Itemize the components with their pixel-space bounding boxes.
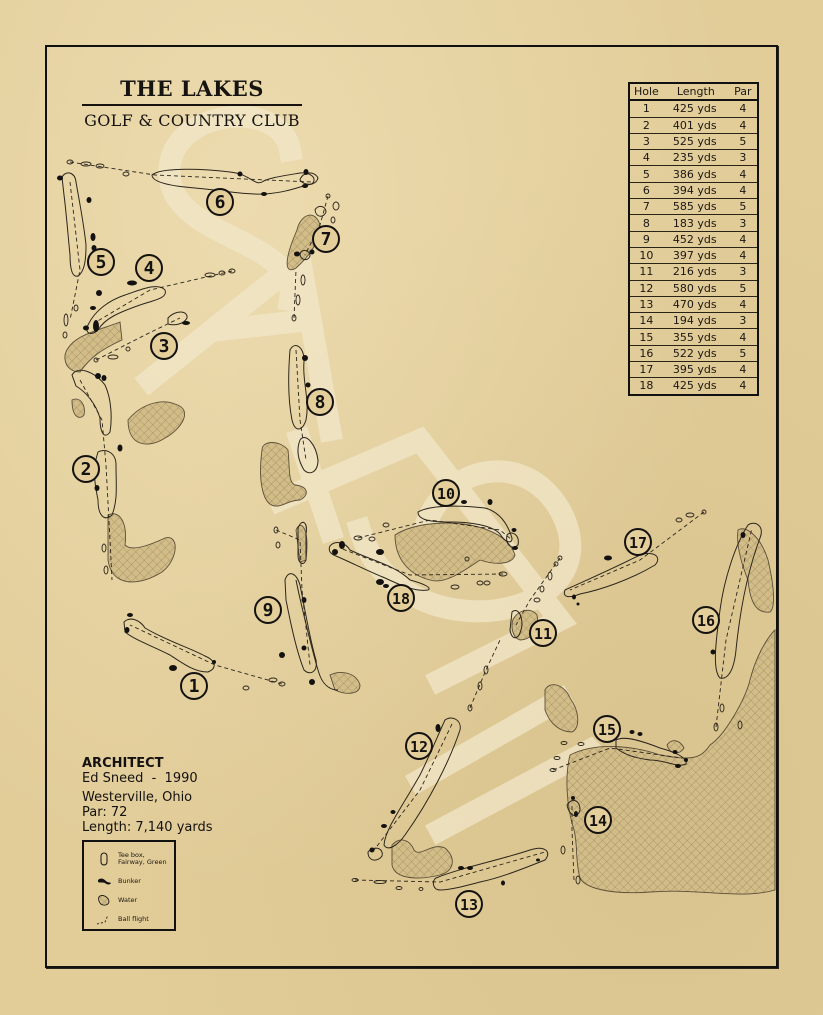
scorecard-row bbox=[629, 182, 758, 198]
header-par: Par bbox=[729, 83, 758, 100]
course-subtitle: GOLF & COUNTRY CLUB bbox=[84, 111, 300, 130]
cell-hole: 5 bbox=[629, 166, 663, 182]
course-length: Length: 7,140 yards bbox=[82, 820, 213, 835]
cell-length: 525 yds bbox=[663, 133, 729, 149]
cell-par: 4 bbox=[729, 378, 758, 395]
cell-par: 4 bbox=[729, 247, 758, 263]
hole-number: 2 bbox=[80, 459, 92, 480]
hole-number: 8 bbox=[314, 392, 326, 413]
scorecard-row bbox=[629, 313, 758, 329]
cell-length: 216 yds bbox=[663, 264, 729, 280]
header-length: Length bbox=[663, 83, 729, 100]
scorecard-header bbox=[629, 83, 758, 100]
cell-hole: 12 bbox=[629, 280, 663, 296]
scorecard-table bbox=[628, 82, 759, 396]
scorecard-row bbox=[629, 264, 758, 280]
cell-hole: 6 bbox=[629, 182, 663, 198]
cell-hole: 7 bbox=[629, 199, 663, 215]
hole-number: 12 bbox=[409, 738, 429, 756]
cell-par: 4 bbox=[729, 296, 758, 312]
course-title: THE LAKES bbox=[120, 76, 264, 101]
hole-number: 14 bbox=[588, 812, 608, 830]
cell-length: 585 yds bbox=[663, 199, 729, 215]
cell-par: 5 bbox=[729, 133, 758, 149]
legend-label: Water bbox=[118, 895, 138, 904]
cell-par: 5 bbox=[729, 280, 758, 296]
cell-par: 4 bbox=[729, 182, 758, 198]
cell-par: 4 bbox=[729, 166, 758, 182]
hole-number: 7 bbox=[320, 229, 332, 250]
hole-number: 18 bbox=[391, 590, 411, 608]
cell-par: 3 bbox=[729, 264, 758, 280]
cell-par: 3 bbox=[729, 215, 758, 231]
scorecard-row bbox=[629, 280, 758, 296]
course-location: Westerville, Ohio bbox=[82, 790, 193, 805]
cell-length: 425 yds bbox=[663, 100, 729, 117]
cell-hole: 16 bbox=[629, 345, 663, 361]
hole-number: 11 bbox=[533, 625, 553, 643]
legend-item-water bbox=[96, 893, 168, 907]
cell-length: 183 yds bbox=[663, 215, 729, 231]
cell-par: 3 bbox=[729, 313, 758, 329]
cell-length: 386 yds bbox=[663, 166, 729, 182]
cell-length: 397 yds bbox=[663, 247, 729, 263]
cell-hole: 10 bbox=[629, 247, 663, 263]
scorecard-row bbox=[629, 215, 758, 231]
cell-par: 4 bbox=[729, 362, 758, 378]
scorecard-row bbox=[629, 117, 758, 133]
scorecard-body bbox=[629, 100, 758, 394]
legend-item-ball-flight bbox=[96, 912, 168, 926]
cell-par: 4 bbox=[729, 231, 758, 247]
tee-fairway-green-icon bbox=[96, 852, 112, 866]
cell-hole: 15 bbox=[629, 329, 663, 345]
scorecard-row bbox=[629, 199, 758, 215]
cell-par: 4 bbox=[729, 100, 758, 117]
scorecard-row bbox=[629, 231, 758, 247]
hole-number: 1 bbox=[188, 676, 200, 697]
cell-length: 235 yds bbox=[663, 150, 729, 166]
legend-item-bunker bbox=[96, 874, 168, 888]
cell-length: 452 yds bbox=[663, 231, 729, 247]
scorecard-row bbox=[629, 133, 758, 149]
legend-label: Ball flight bbox=[118, 914, 149, 923]
scorecard-row bbox=[629, 296, 758, 312]
cell-hole: 14 bbox=[629, 313, 663, 329]
hole-number: 16 bbox=[696, 612, 716, 630]
cell-hole: 8 bbox=[629, 215, 663, 231]
cell-hole: 11 bbox=[629, 264, 663, 280]
cell-length: 580 yds bbox=[663, 280, 729, 296]
legend-item-tee-fairway-green bbox=[96, 852, 168, 866]
cell-length: 470 yds bbox=[663, 296, 729, 312]
cell-par: 5 bbox=[729, 199, 758, 215]
cell-par: 4 bbox=[729, 329, 758, 345]
hole-number: 17 bbox=[628, 534, 648, 552]
title-divider bbox=[82, 104, 302, 106]
cell-length: 194 yds bbox=[663, 313, 729, 329]
legend-label: Bunker bbox=[118, 876, 141, 885]
cell-hole: 2 bbox=[629, 117, 663, 133]
cell-hole: 17 bbox=[629, 362, 663, 378]
legend-label: Tee box, Fairway, Green bbox=[118, 851, 167, 866]
cell-hole: 3 bbox=[629, 133, 663, 149]
cell-hole: 9 bbox=[629, 231, 663, 247]
architect-label: ARCHITECT bbox=[82, 756, 164, 771]
hole-number: 5 bbox=[95, 252, 107, 273]
hole-number: 4 bbox=[143, 258, 155, 279]
cell-hole: 1 bbox=[629, 100, 663, 117]
scorecard-row bbox=[629, 345, 758, 361]
hole-number: 13 bbox=[459, 896, 479, 914]
cell-length: 522 yds bbox=[663, 345, 729, 361]
water-icon bbox=[96, 893, 112, 907]
bunker-icon bbox=[96, 874, 112, 888]
cell-par: 3 bbox=[729, 150, 758, 166]
scorecard-row bbox=[629, 329, 758, 345]
hole-number: 10 bbox=[436, 485, 456, 503]
cell-length: 401 yds bbox=[663, 117, 729, 133]
cell-hole: 18 bbox=[629, 378, 663, 395]
scorecard-row bbox=[629, 362, 758, 378]
scorecard-row bbox=[629, 247, 758, 263]
scorecard-row bbox=[629, 378, 758, 395]
hole-number: 15 bbox=[597, 721, 617, 739]
header-hole: Hole bbox=[629, 83, 663, 100]
hole-number: 9 bbox=[262, 600, 274, 621]
cell-length: 425 yds bbox=[663, 378, 729, 395]
hole-number: 3 bbox=[158, 336, 170, 357]
architect-name: Ed Sneed - 1990 bbox=[82, 771, 198, 786]
scorecard-row bbox=[629, 100, 758, 117]
hole-number: 6 bbox=[214, 192, 226, 213]
scorecard-row bbox=[629, 166, 758, 182]
cell-length: 394 yds bbox=[663, 182, 729, 198]
course-info bbox=[82, 756, 213, 835]
course-par: Par: 72 bbox=[82, 805, 128, 820]
cell-length: 355 yds bbox=[663, 329, 729, 345]
map-legend bbox=[82, 840, 176, 931]
title-block bbox=[82, 76, 302, 130]
cell-hole: 13 bbox=[629, 296, 663, 312]
cell-hole: 4 bbox=[629, 150, 663, 166]
cell-par: 4 bbox=[729, 117, 758, 133]
ball-flight-icon bbox=[96, 912, 112, 926]
cell-par: 5 bbox=[729, 345, 758, 361]
scorecard-row bbox=[629, 150, 758, 166]
cell-length: 395 yds bbox=[663, 362, 729, 378]
